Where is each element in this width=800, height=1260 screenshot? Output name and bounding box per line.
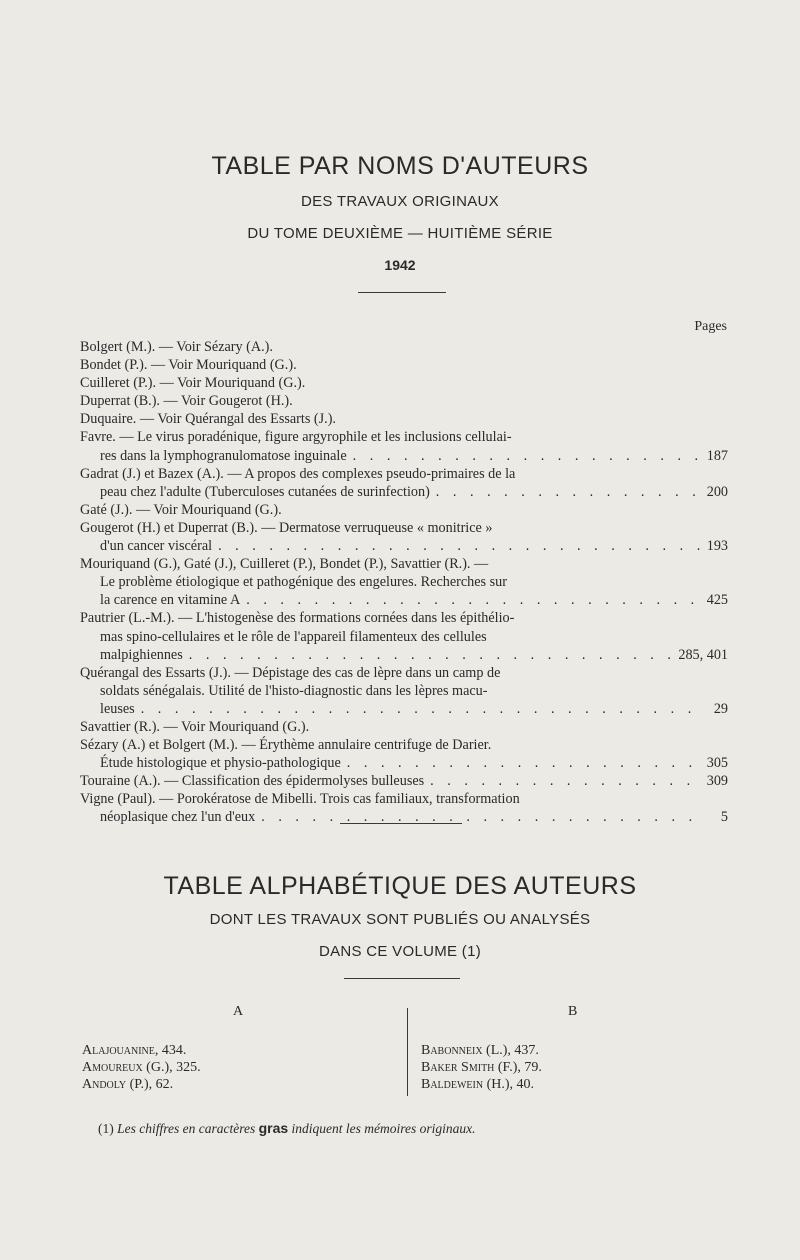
entry-text: Cuilleret (P.). — Voir Mouriquand (G.). bbox=[80, 375, 306, 392]
entry-text: peau chez l'adulte (Tuberculoses cutanées de surinfection) bbox=[100, 483, 430, 500]
dot-leader bbox=[246, 591, 700, 609]
author-entry bbox=[80, 392, 728, 410]
entry-text: Le problème étiologique et pathogénique des engelures. Recherches sur bbox=[100, 574, 507, 591]
author-entry bbox=[80, 338, 728, 356]
author-entry bbox=[80, 609, 728, 663]
page-number: 5 bbox=[720, 809, 728, 826]
dot-leader bbox=[353, 447, 700, 465]
page-number: 187 bbox=[706, 447, 728, 464]
author-entry bbox=[80, 465, 728, 501]
section-title-alphabetical: TABLE ALPHABÉTIQUE DES AUTEURS bbox=[163, 872, 637, 900]
dot-leader bbox=[218, 537, 700, 555]
entry-text: mas spino-cellulaires et le rôle de l'appareil filamenteux des cellules bbox=[100, 628, 487, 645]
list-item: Baker Smith (F.), 79. bbox=[421, 1060, 542, 1075]
author-entry bbox=[80, 410, 728, 428]
year-label: 1942 bbox=[384, 257, 416, 273]
section-title-authors: TABLE PAR NOMS D'AUTEURS bbox=[211, 152, 589, 180]
section2-divider bbox=[344, 978, 460, 979]
dot-leader bbox=[436, 483, 700, 501]
author-entries-list bbox=[80, 338, 728, 827]
entry-text: Touraine (A.). — Classification des épidermolyses bulleuses bbox=[80, 773, 425, 790]
entry-text: Duquaire. — Voir Quérangal des Essarts (J.). bbox=[80, 411, 336, 428]
entry-text: Mouriquand (G.), Gaté (J.), Cuilleret (P.), Bondet (P.), Savattier (R.). — bbox=[80, 556, 489, 573]
page-number: 425 bbox=[706, 592, 728, 609]
author-entry bbox=[80, 772, 728, 790]
column-a-heading: A bbox=[233, 1004, 244, 1019]
page-number: 29 bbox=[713, 700, 728, 717]
entry-text: leuses bbox=[100, 700, 135, 717]
footnote bbox=[98, 1120, 476, 1137]
footnote-bold-word: gras bbox=[258, 1120, 289, 1136]
section2-subtitle-2: DANS CE VOLUME (1) bbox=[318, 943, 482, 960]
author-entry bbox=[80, 501, 728, 519]
column-b-heading: B bbox=[568, 1004, 578, 1019]
entry-text: Duperrat (B.). — Voir Gougerot (H.). bbox=[80, 393, 293, 410]
list-item: Andoly (P.), 62. bbox=[82, 1077, 174, 1092]
column-divider bbox=[407, 1008, 408, 1096]
section-divider bbox=[340, 823, 462, 824]
author-entry bbox=[80, 428, 728, 464]
entry-text: Gaté (J.). — Voir Mouriquand (G.). bbox=[80, 501, 282, 518]
section2-subtitle-1: DONT LES TRAVAUX SONT PUBLIÉS OU ANALYSÉS bbox=[209, 911, 591, 928]
author-entry bbox=[80, 718, 728, 736]
page-number: 305 bbox=[706, 755, 728, 772]
dot-leader bbox=[189, 646, 673, 664]
author-entry bbox=[80, 356, 728, 374]
author-entry bbox=[80, 664, 728, 718]
entry-text: Gougerot (H.) et Duperrat (B.). — Dermatose verruqueuse « monitrice » bbox=[80, 519, 493, 536]
entry-text: soldats sénégalais. Utilité de l'histo-diagnostic dans les lèpres macu- bbox=[100, 682, 488, 699]
entry-text: Vigne (Paul). — Porokératose de Mibelli. Trois cas familiaux, transformation bbox=[80, 791, 520, 808]
author-entry bbox=[80, 790, 728, 826]
entry-text: res dans la lymphogranulomatose inguinale bbox=[100, 447, 347, 464]
entry-text: d'un cancer viscéral bbox=[100, 538, 213, 555]
author-entry bbox=[80, 519, 728, 555]
dot-leader bbox=[261, 808, 700, 826]
list-item: Amoureux (G.), 325. bbox=[82, 1060, 201, 1075]
page-number: 193 bbox=[706, 538, 728, 555]
dot-leader bbox=[430, 772, 700, 790]
entry-text: Sézary (A.) et Bolgert (M.). — Érythème annulaire centrifuge de Darier. bbox=[80, 737, 492, 754]
entry-text: Savattier (R.). — Voir Mouriquand (G.). bbox=[80, 718, 310, 735]
page-number: 309 bbox=[706, 773, 728, 790]
entry-text: la carence en vitamine A bbox=[100, 592, 241, 609]
page-number: 285, 401 bbox=[678, 646, 728, 663]
entry-text: néoplasique chez l'un d'eux bbox=[100, 809, 256, 826]
section-subtitle-1: DES TRAVAUX ORIGINAUX bbox=[300, 193, 499, 210]
list-item: Alajouanine, 434. bbox=[82, 1043, 187, 1058]
entry-text: Étude histologique et physio-pathologique bbox=[100, 755, 341, 772]
section-subtitle-2: DU TOME DEUXIÈME — HUITIÈME SÉRIE bbox=[247, 225, 553, 242]
entry-text: Gadrat (J.) et Bazex (A.). — A propos des complexes pseudo-primaires de la bbox=[80, 465, 516, 482]
footnote-text-before: Les chiffres en caractères bbox=[117, 1121, 256, 1136]
pages-column-label: Pages bbox=[694, 319, 727, 334]
page-number: 200 bbox=[706, 483, 728, 500]
column-b-list bbox=[421, 1042, 542, 1093]
dot-leader bbox=[347, 754, 700, 772]
dot-leader bbox=[141, 700, 700, 718]
title-divider bbox=[358, 292, 446, 293]
entry-text: Bolgert (M.). — Voir Sézary (A.). bbox=[80, 339, 273, 355]
entry-text: Quérangal des Essarts (J.). — Dépistage des cas de lèpre dans un camp de bbox=[80, 664, 501, 681]
entry-text: Bondet (P.). — Voir Mouriquand (G.). bbox=[80, 357, 297, 374]
author-entry bbox=[80, 555, 728, 609]
entry-text: Pautrier (L.-M.). — L'histogenèse des formations cornées dans les épithélio- bbox=[80, 610, 515, 627]
entry-text: Favre. — Le virus poradénique, figure argyrophile et les inclusions cellulai- bbox=[80, 429, 512, 446]
footnote-marker: (1) bbox=[98, 1121, 114, 1136]
column-a-list bbox=[82, 1042, 201, 1093]
list-item: Babonneix (L.), 437. bbox=[421, 1043, 539, 1058]
author-entry bbox=[80, 736, 728, 772]
footnote-text-after: indiquent les mémoires originaux. bbox=[291, 1121, 476, 1136]
author-entry bbox=[80, 374, 728, 392]
list-item: Baldewein (H.), 40. bbox=[421, 1077, 535, 1092]
entry-text: malpighiennes bbox=[100, 646, 183, 663]
